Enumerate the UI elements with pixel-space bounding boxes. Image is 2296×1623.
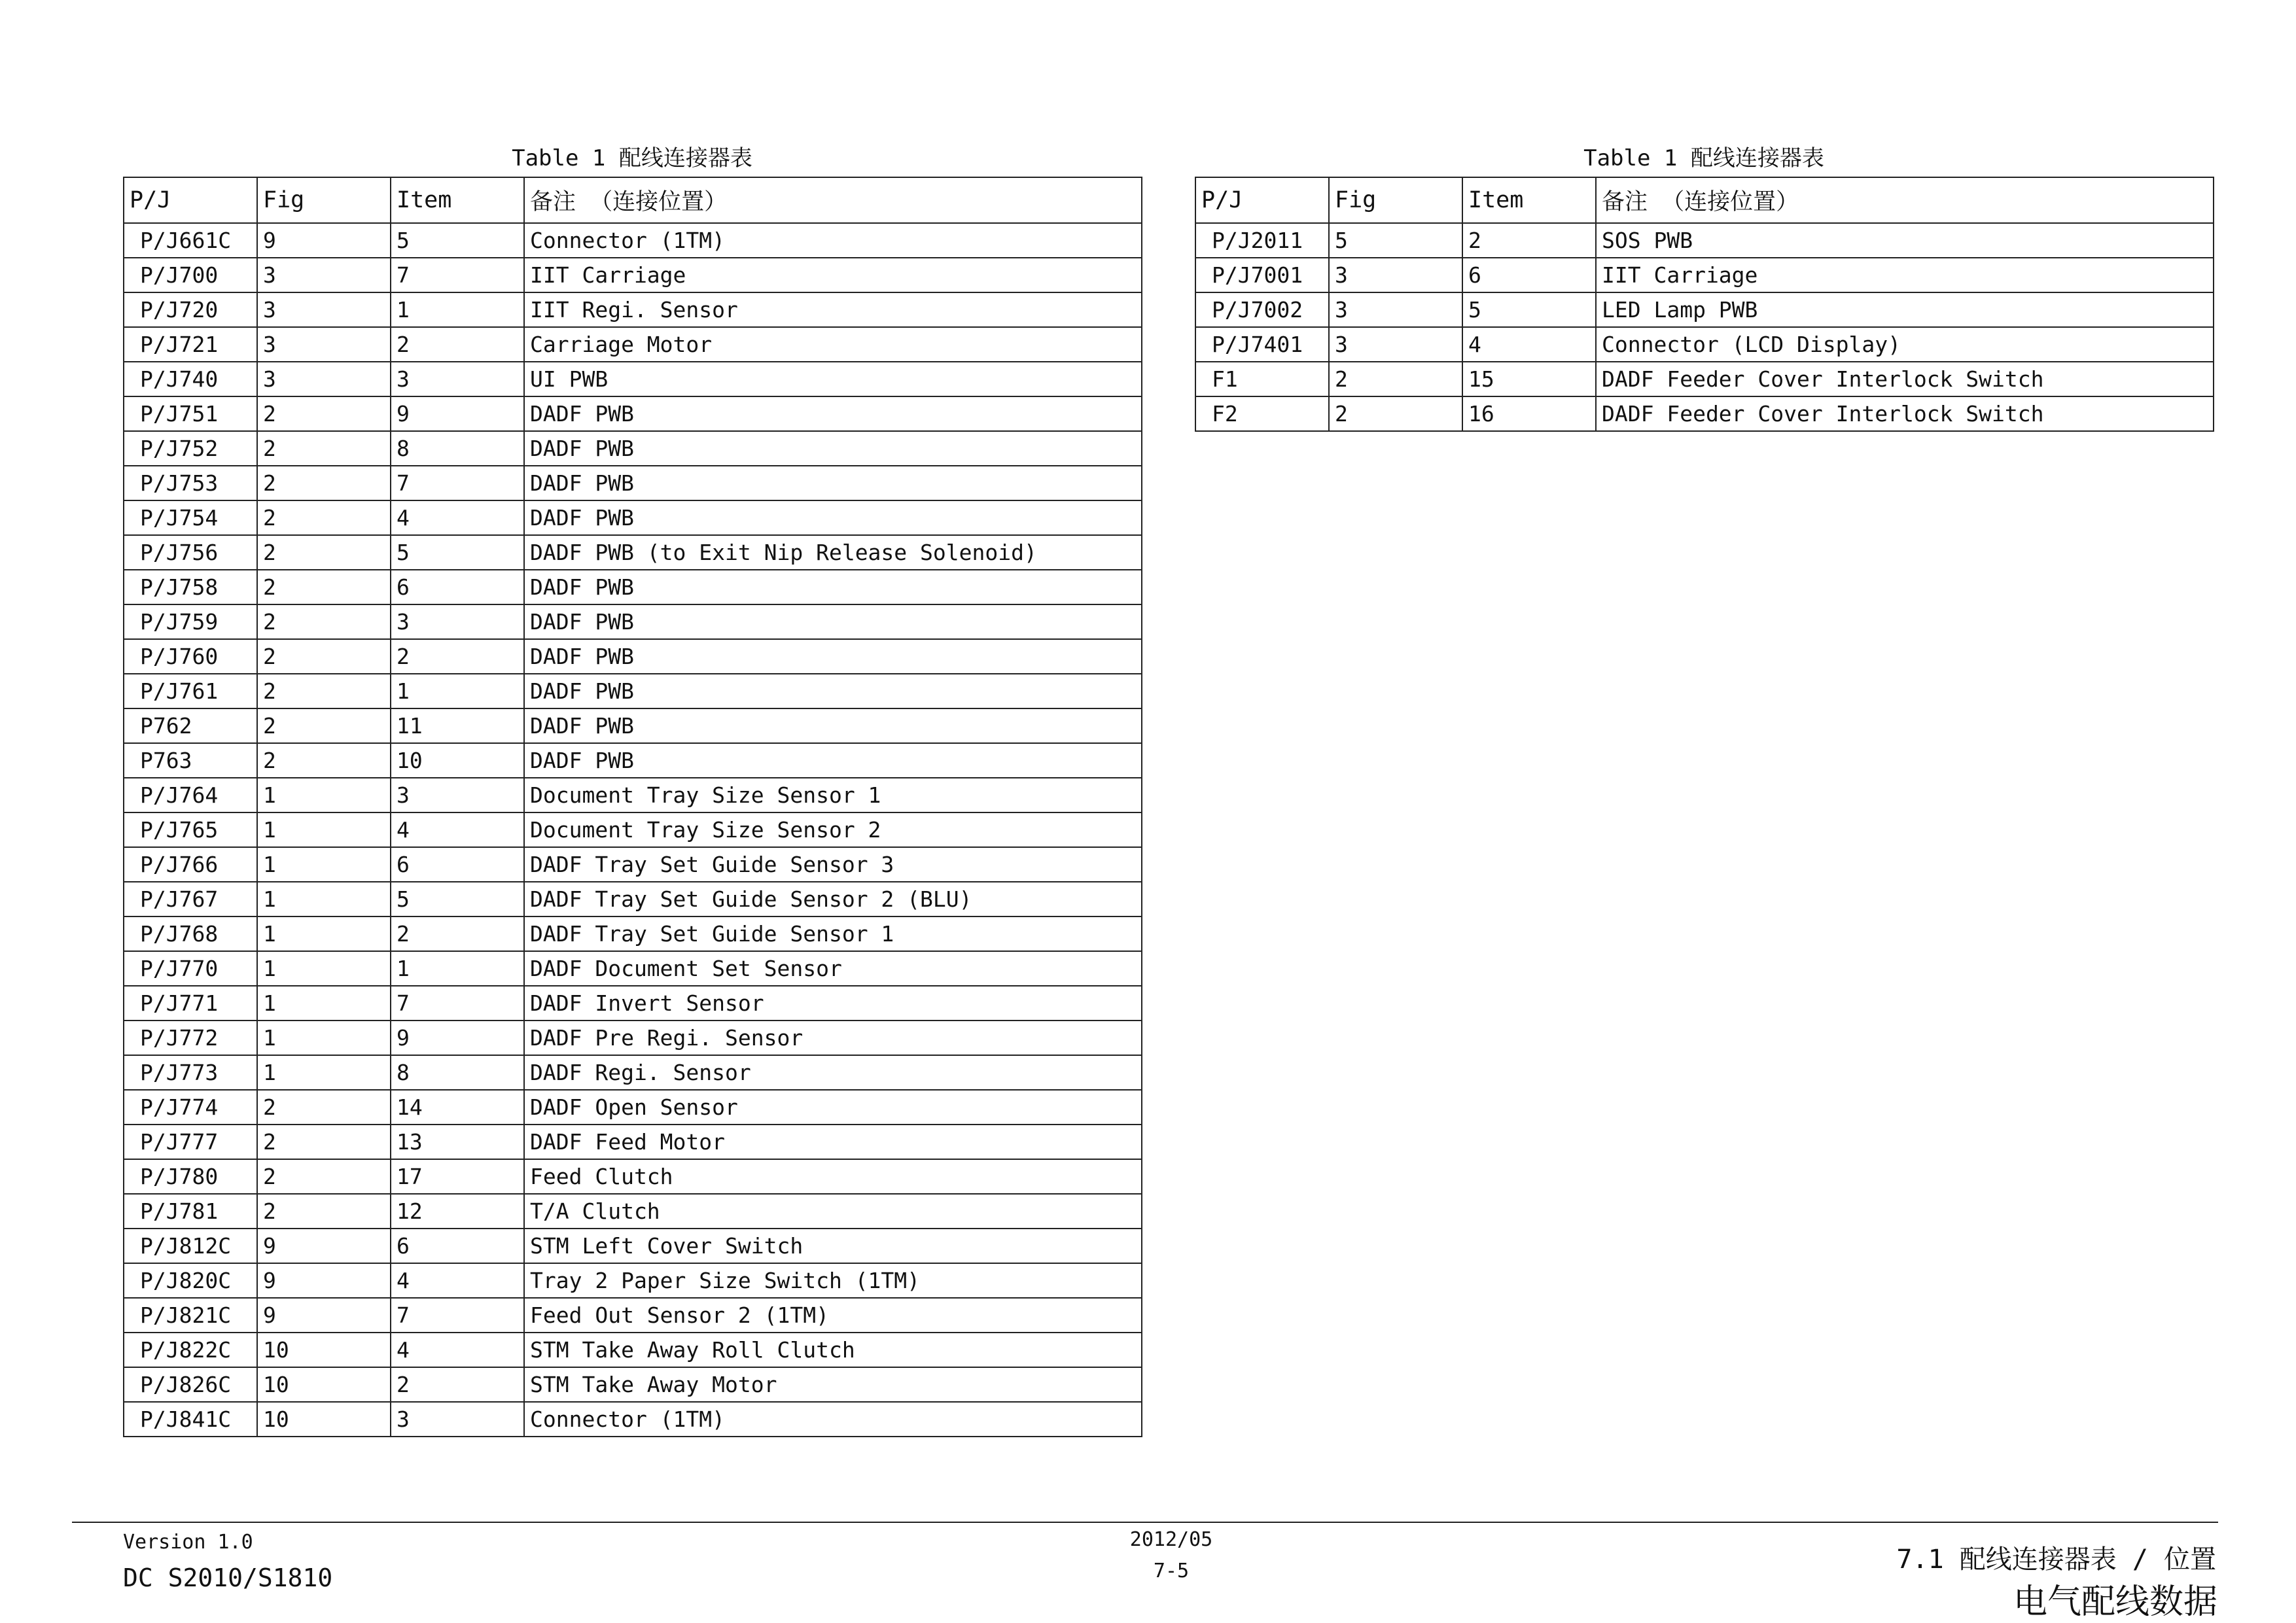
cell-fig: 2 xyxy=(257,604,391,639)
cell-remarks: DADF Feeder Cover Interlock Switch xyxy=(1596,396,2214,431)
table-row xyxy=(124,1333,1142,1367)
cell-pj: P/J758 xyxy=(124,570,257,604)
cell-fig: 9 xyxy=(257,1298,391,1333)
cell-fig: 2 xyxy=(257,708,391,743)
cell-fig: 1 xyxy=(257,882,391,916)
table-row xyxy=(124,1055,1142,1090)
cell-pj: P/J768 xyxy=(124,916,257,951)
cell-fig: 1 xyxy=(257,916,391,951)
cell-item: 3 xyxy=(391,362,524,396)
cell-item: 3 xyxy=(391,778,524,812)
cell-fig: 9 xyxy=(257,223,391,258)
table-row xyxy=(124,951,1142,986)
cell-item: 5 xyxy=(391,223,524,258)
table-row xyxy=(124,604,1142,639)
cell-fig: 2 xyxy=(257,1194,391,1229)
table-row xyxy=(124,743,1142,778)
cell-fig: 2 xyxy=(257,743,391,778)
table-row xyxy=(124,916,1142,951)
cell-pj: P/J756 xyxy=(124,535,257,570)
cell-pj: P/J760 xyxy=(124,639,257,674)
cell-item: 12 xyxy=(391,1194,524,1229)
cell-item: 8 xyxy=(391,431,524,466)
cell-item: 16 xyxy=(1462,396,1596,431)
cell-fig: 2 xyxy=(257,674,391,708)
cell-fig: 2 xyxy=(257,500,391,535)
cell-remarks: Connector (1TM) xyxy=(524,1402,1142,1437)
table-row xyxy=(124,258,1142,292)
cell-pj: P/J770 xyxy=(124,951,257,986)
cell-fig: 3 xyxy=(257,362,391,396)
cell-remarks: Connector (LCD Display) xyxy=(1596,327,2214,362)
cell-item: 6 xyxy=(1462,258,1596,292)
table-row xyxy=(124,778,1142,812)
cell-pj: P/J820C xyxy=(124,1263,257,1298)
cell-item: 11 xyxy=(391,708,524,743)
cell-item: 15 xyxy=(1462,362,1596,396)
cell-remarks: DADF Document Set Sensor xyxy=(524,951,1142,986)
left-connector-table xyxy=(123,177,1142,1437)
cell-remarks: UI PWB xyxy=(524,362,1142,396)
table-header-row xyxy=(1195,177,2214,223)
footer-version: Version 1.0 xyxy=(123,1531,253,1554)
cell-fig: 2 xyxy=(1329,396,1462,431)
table-row xyxy=(124,674,1142,708)
cell-remarks: Carriage Motor xyxy=(524,327,1142,362)
cell-pj: P/J767 xyxy=(124,882,257,916)
table-row xyxy=(124,1021,1142,1055)
cell-pj: P763 xyxy=(124,743,257,778)
table-row xyxy=(124,847,1142,882)
cell-item: 9 xyxy=(391,1021,524,1055)
cell-remarks: DADF PWB xyxy=(524,570,1142,604)
table-row xyxy=(124,882,1142,916)
cell-remarks: Connector (1TM) xyxy=(524,223,1142,258)
cell-remarks: DADF PWB xyxy=(524,431,1142,466)
cell-pj: P/J661C xyxy=(124,223,257,258)
cell-pj: P/J766 xyxy=(124,847,257,882)
cell-pj: P/J740 xyxy=(124,362,257,396)
cell-fig: 10 xyxy=(257,1402,391,1437)
table-row xyxy=(124,292,1142,327)
cell-item: 2 xyxy=(391,327,524,362)
cell-item: 13 xyxy=(391,1125,524,1159)
table-row xyxy=(1195,258,2214,292)
cell-remarks: DADF PWB xyxy=(524,396,1142,431)
footer-date: 2012/05 xyxy=(1129,1528,1213,1551)
cell-pj: P/J774 xyxy=(124,1090,257,1125)
cell-pj: P/J771 xyxy=(124,986,257,1021)
cell-pj: P/J752 xyxy=(124,431,257,466)
cell-item: 7 xyxy=(391,258,524,292)
cell-fig: 10 xyxy=(257,1367,391,1402)
cell-pj: P/J821C xyxy=(124,1298,257,1333)
cell-item: 17 xyxy=(391,1159,524,1194)
cell-fig: 2 xyxy=(257,1159,391,1194)
cell-item: 5 xyxy=(1462,292,1596,327)
cell-remarks: DADF PWB xyxy=(524,674,1142,708)
cell-fig: 3 xyxy=(1329,258,1462,292)
table-row xyxy=(124,1125,1142,1159)
cell-remarks: DADF PWB xyxy=(524,743,1142,778)
table-row xyxy=(124,362,1142,396)
cell-remarks: DADF Tray Set Guide Sensor 2 (BLU) xyxy=(524,882,1142,916)
cell-fig: 9 xyxy=(257,1263,391,1298)
column-header-remarks: 备注 （连接位置） xyxy=(1596,177,2214,223)
cell-item: 4 xyxy=(391,1263,524,1298)
cell-pj: P/J751 xyxy=(124,396,257,431)
cell-remarks: STM Take Away Motor xyxy=(524,1367,1142,1402)
footer-section-title: 7.1 配线连接器表 / 位置 xyxy=(1896,1544,2216,1575)
cell-remarks: DADF Feed Motor xyxy=(524,1125,1142,1159)
table-row xyxy=(124,1263,1142,1298)
table-row xyxy=(124,708,1142,743)
cell-item: 7 xyxy=(391,466,524,500)
cell-fig: 3 xyxy=(257,258,391,292)
table-row xyxy=(124,1229,1142,1263)
cell-pj: P/J721 xyxy=(124,327,257,362)
footer-model: DC S2010/S1810 xyxy=(123,1563,333,1592)
cell-item: 4 xyxy=(391,1333,524,1367)
table-row xyxy=(124,535,1142,570)
cell-fig: 3 xyxy=(1329,292,1462,327)
column-header-item: Item xyxy=(1462,177,1596,223)
cell-remarks: DADF Feeder Cover Interlock Switch xyxy=(1596,362,2214,396)
cell-remarks: DADF Open Sensor xyxy=(524,1090,1142,1125)
cell-item: 7 xyxy=(391,1298,524,1333)
cell-pj: P/J7001 xyxy=(1195,258,1329,292)
cell-fig: 2 xyxy=(257,1125,391,1159)
column-header-remarks: 备注 （连接位置） xyxy=(524,177,1142,223)
cell-item: 2 xyxy=(391,639,524,674)
cell-item: 1 xyxy=(391,951,524,986)
cell-pj: P/J822C xyxy=(124,1333,257,1367)
cell-fig: 3 xyxy=(257,292,391,327)
cell-fig: 9 xyxy=(257,1229,391,1263)
table-header-row xyxy=(124,177,1142,223)
cell-pj: P/J773 xyxy=(124,1055,257,1090)
cell-item: 1 xyxy=(391,292,524,327)
table-row xyxy=(124,500,1142,535)
cell-pj: P/J826C xyxy=(124,1367,257,1402)
cell-remarks: DADF PWB xyxy=(524,639,1142,674)
cell-fig: 1 xyxy=(257,986,391,1021)
cell-item: 6 xyxy=(391,570,524,604)
cell-remarks: STM Left Cover Switch xyxy=(524,1229,1142,1263)
cell-remarks: Document Tray Size Sensor 2 xyxy=(524,812,1142,847)
cell-pj: P/J720 xyxy=(124,292,257,327)
cell-item: 4 xyxy=(1462,327,1596,362)
cell-fig: 2 xyxy=(257,570,391,604)
table-row xyxy=(124,431,1142,466)
cell-remarks: Tray 2 Paper Size Switch (1TM) xyxy=(524,1263,1142,1298)
cell-item: 2 xyxy=(391,1367,524,1402)
cell-remarks: Document Tray Size Sensor 1 xyxy=(524,778,1142,812)
cell-fig: 2 xyxy=(1329,362,1462,396)
footer-chapter-title: 电气配线数据 xyxy=(2013,1582,2217,1622)
cell-item: 10 xyxy=(391,743,524,778)
cell-fig: 1 xyxy=(257,1055,391,1090)
cell-pj: P/J765 xyxy=(124,812,257,847)
left-table-block xyxy=(123,140,1141,1437)
table-row xyxy=(124,639,1142,674)
cell-item: 3 xyxy=(391,604,524,639)
cell-item: 5 xyxy=(391,882,524,916)
cell-pj: P/J2011 xyxy=(1195,223,1329,258)
table-row xyxy=(124,986,1142,1021)
cell-pj: P/J764 xyxy=(124,778,257,812)
cell-pj: F2 xyxy=(1195,396,1329,431)
right-connector-table xyxy=(1195,177,2214,432)
table-row xyxy=(1195,223,2214,258)
cell-fig: 1 xyxy=(257,1021,391,1055)
cell-item: 4 xyxy=(391,500,524,535)
cell-fig: 1 xyxy=(257,847,391,882)
table-row xyxy=(1195,362,2214,396)
cell-pj: P/J753 xyxy=(124,466,257,500)
cell-fig: 2 xyxy=(257,396,391,431)
cell-fig: 2 xyxy=(257,466,391,500)
cell-item: 7 xyxy=(391,986,524,1021)
footer-page-number: 7-5 xyxy=(1153,1560,1190,1582)
cell-item: 5 xyxy=(391,535,524,570)
cell-remarks: SOS PWB xyxy=(1596,223,2214,258)
cell-remarks: IIT Carriage xyxy=(1596,258,2214,292)
cell-remarks: IIT Regi. Sensor xyxy=(524,292,1142,327)
cell-remarks: DADF Tray Set Guide Sensor 3 xyxy=(524,847,1142,882)
column-header-fig: Fig xyxy=(257,177,391,223)
table-row xyxy=(1195,327,2214,362)
cell-fig: 2 xyxy=(257,639,391,674)
left-table-caption: Table 1 配线连接器表 xyxy=(512,145,752,171)
cell-pj: P/J841C xyxy=(124,1402,257,1437)
right-table-body xyxy=(1195,223,2214,431)
cell-remarks: DADF Invert Sensor xyxy=(524,986,1142,1021)
footer-divider xyxy=(72,1522,2218,1523)
cell-item: 2 xyxy=(391,916,524,951)
cell-remarks: Feed Out Sensor 2 (1TM) xyxy=(524,1298,1142,1333)
cell-item: 3 xyxy=(391,1402,524,1437)
right-table-caption: Table 1 配线连接器表 xyxy=(1583,145,1824,171)
table-row xyxy=(124,1090,1142,1125)
table-row xyxy=(124,396,1142,431)
column-header-pj: P/J xyxy=(124,177,257,223)
cell-remarks: DADF Regi. Sensor xyxy=(524,1055,1142,1090)
cell-pj: P/J754 xyxy=(124,500,257,535)
cell-pj: P/J780 xyxy=(124,1159,257,1194)
cell-remarks: Feed Clutch xyxy=(524,1159,1142,1194)
cell-fig: 1 xyxy=(257,778,391,812)
cell-remarks: DADF Tray Set Guide Sensor 1 xyxy=(524,916,1142,951)
cell-pj: P/J772 xyxy=(124,1021,257,1055)
cell-fig: 1 xyxy=(257,951,391,986)
cell-fig: 5 xyxy=(1329,223,1462,258)
table-row xyxy=(124,570,1142,604)
cell-remarks: DADF PWB xyxy=(524,604,1142,639)
cell-remarks: DADF PWB xyxy=(524,466,1142,500)
cell-item: 2 xyxy=(1462,223,1596,258)
cell-remarks: IIT Carriage xyxy=(524,258,1142,292)
table-row xyxy=(124,1402,1142,1437)
column-header-item: Item xyxy=(391,177,524,223)
cell-fig: 2 xyxy=(257,431,391,466)
cell-pj: P/J759 xyxy=(124,604,257,639)
cell-pj: P762 xyxy=(124,708,257,743)
cell-item: 14 xyxy=(391,1090,524,1125)
table-row xyxy=(124,1159,1142,1194)
table-row xyxy=(124,1194,1142,1229)
cell-remarks: T/A Clutch xyxy=(524,1194,1142,1229)
table-row xyxy=(124,466,1142,500)
cell-fig: 1 xyxy=(257,812,391,847)
table-row xyxy=(124,327,1142,362)
cell-remarks: DADF PWB xyxy=(524,708,1142,743)
cell-item: 4 xyxy=(391,812,524,847)
table-row xyxy=(124,1367,1142,1402)
cell-remarks: LED Lamp PWB xyxy=(1596,292,2214,327)
table-row xyxy=(1195,292,2214,327)
cell-remarks: DADF PWB xyxy=(524,500,1142,535)
cell-remarks: STM Take Away Roll Clutch xyxy=(524,1333,1142,1367)
table-row xyxy=(124,812,1142,847)
cell-fig: 3 xyxy=(257,327,391,362)
left-table-body xyxy=(124,223,1142,1437)
cell-remarks: DADF Pre Regi. Sensor xyxy=(524,1021,1142,1055)
cell-item: 6 xyxy=(391,1229,524,1263)
cell-fig: 2 xyxy=(257,535,391,570)
cell-pj: P/J812C xyxy=(124,1229,257,1263)
cell-fig: 2 xyxy=(257,1090,391,1125)
column-header-pj: P/J xyxy=(1195,177,1329,223)
cell-fig: 10 xyxy=(257,1333,391,1367)
cell-fig: 3 xyxy=(1329,327,1462,362)
right-table-block xyxy=(1195,140,2213,432)
cell-pj: F1 xyxy=(1195,362,1329,396)
cell-item: 8 xyxy=(391,1055,524,1090)
table-row xyxy=(124,223,1142,258)
cell-item: 6 xyxy=(391,847,524,882)
cell-remarks: DADF PWB (to Exit Nip Release Solenoid) xyxy=(524,535,1142,570)
cell-item: 1 xyxy=(391,674,524,708)
cell-pj: P/J7401 xyxy=(1195,327,1329,362)
cell-pj: P/J781 xyxy=(124,1194,257,1229)
cell-pj: P/J777 xyxy=(124,1125,257,1159)
cell-pj: P/J761 xyxy=(124,674,257,708)
cell-pj: P/J700 xyxy=(124,258,257,292)
table-row xyxy=(124,1298,1142,1333)
cell-item: 9 xyxy=(391,396,524,431)
table-row xyxy=(1195,396,2214,431)
column-header-fig: Fig xyxy=(1329,177,1462,223)
cell-pj: P/J7002 xyxy=(1195,292,1329,327)
